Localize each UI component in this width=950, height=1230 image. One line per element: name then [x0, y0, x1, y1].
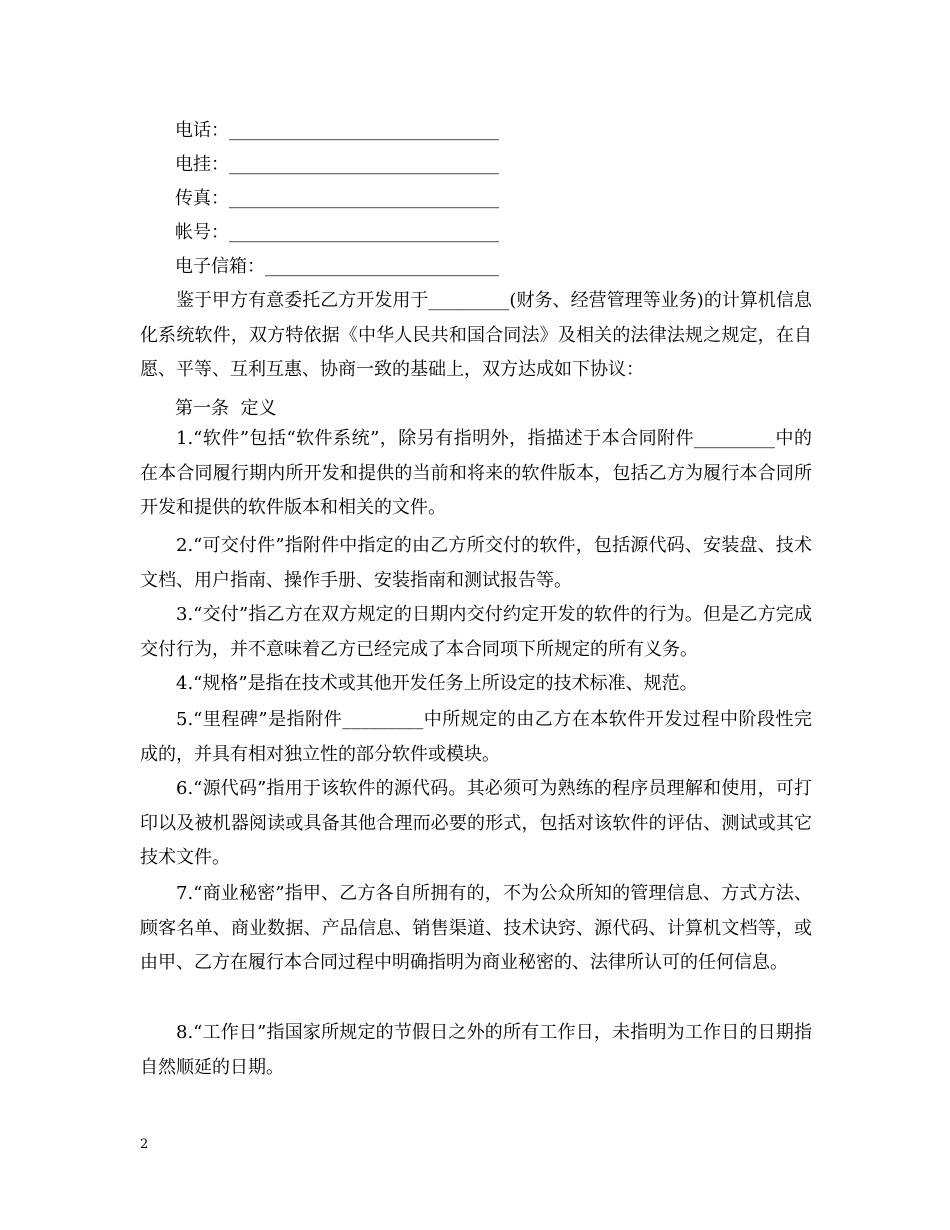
- telegraph-label: 电挂：: [175, 154, 229, 175]
- phone-label: 电话：: [175, 120, 229, 141]
- article-title: 第一条 定义: [175, 398, 277, 419]
- telegraph-blank: ______________________________: [229, 154, 499, 175]
- definition-3: 3.“交付”指乙方在双方规定的日期内交付约定开发的软件的行为。但是乙方完成交付行为，并不意味着乙方已经完成了本合同项下所规定的所有义务。: [140, 604, 812, 660]
- fax-blank: ______________________________: [229, 188, 499, 209]
- account-blank: ______________________________: [229, 222, 499, 243]
- definition-4: 4.“规格”是指在技术或其他开发任务上所设定的技术标准、规范。: [176, 673, 698, 694]
- definition-1: 1.“软件”包括“软件系统”，除另有指明外，指描述于本合同附件_________中的在本合同履行期内所开发和提供的当前和将来的软件版本，包括乙方为履行本合同所开发和提供的软件版本和相关的文件。: [140, 428, 812, 519]
- email-field: [175, 256, 499, 278]
- preamble-paragraph: 鉴于甲方有意委托乙方开发用于_________(财务、经营管理等业务)的计算机信息化系统软件，双方特依据《中华人民共和国合同法》及相关的法律法规之规定，在自愿、平等、互利互惠、协商一致的基础上，双方达成如下协议：: [140, 290, 812, 381]
- phone-field: [175, 120, 499, 142]
- page-number: 2: [140, 1137, 149, 1152]
- definition-8: 8.“工作日”指国家所规定的节假日之外的所有工作日，未指明为工作日的日期指自然顺延的日期。: [140, 1022, 812, 1078]
- definition-2: 2.“可交付件”指附件中指定的由乙方所交付的软件，包括源代码、安装盘、技术文档、用户指南、操作手册、安装指南和测试报告等。: [140, 535, 812, 591]
- phone-blank: ______________________________: [229, 120, 499, 141]
- fax-field: [175, 188, 499, 210]
- email-blank: __________________________: [265, 256, 499, 277]
- email-label: 电子信箱：: [175, 256, 265, 277]
- fax-label: 传真：: [175, 188, 229, 209]
- definition-6: 6.“源代码”指用于该软件的源代码。其必须可为熟练的程序员理解和使用，可打印以及被机器阅读或具备其他合理而必要的形式，包括对该软件的评估、测试或其它技术文件。: [140, 778, 812, 869]
- account-label: 帐号：: [175, 222, 229, 243]
- definition-5: 5.“里程碑”是指附件_________中所规定的由乙方在本软件开发过程中阶段性完成的，并具有相对独立性的部分软件或模块。: [140, 709, 812, 765]
- account-field: [175, 222, 499, 244]
- telegraph-field: [175, 154, 499, 176]
- definition-7: 7.“商业秘密”指甲、乙方各自所拥有的，不为公众所知的管理信息、方式方法、顾客名单、商业数据、产品信息、销售渠道、技术诀窍、源代码、计算机文档等，或由甲、乙方在履行本合同过程中明确指明为商业秘密的、法律所认可的任何信息。: [140, 883, 812, 974]
